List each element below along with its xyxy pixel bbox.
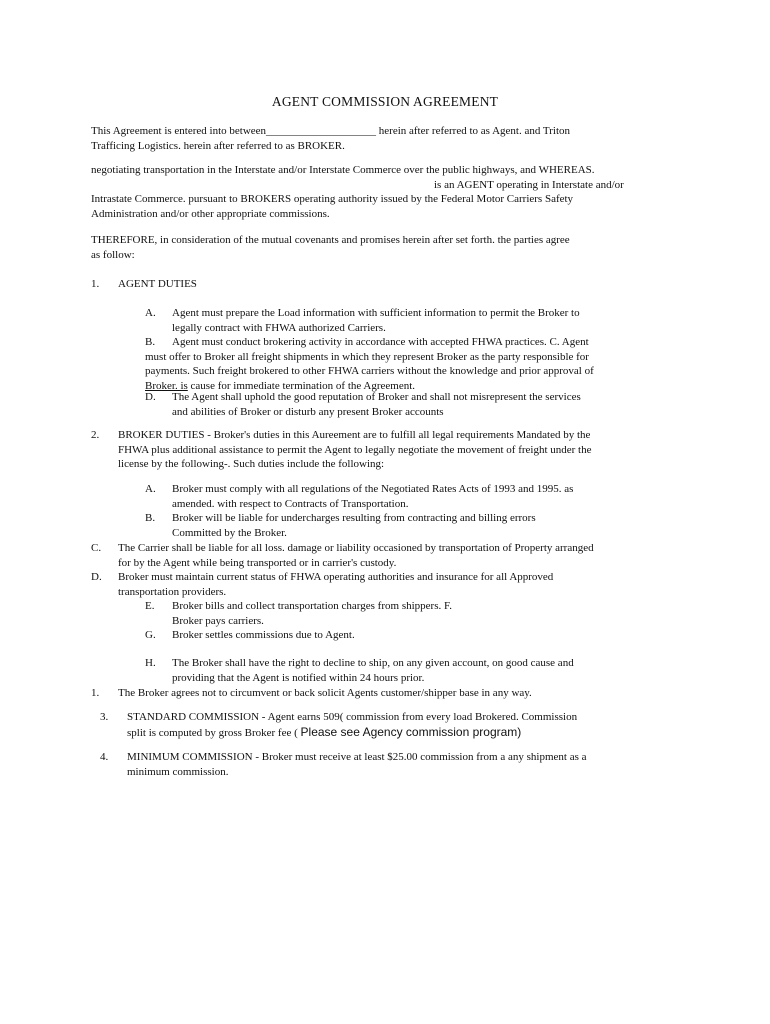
therefore-line: THEREFORE, in consideration of the mutual covenants and promises herein after set forth. the parties agree: [91, 234, 570, 246]
intro-line: Trafficing Logistics. herein after referred to as BROKER.: [91, 139, 345, 152]
therefore-line: as follow:: [91, 248, 135, 261]
standard-commission: [127, 710, 577, 739]
item-line: and abilities of Broker or disturb any present Broker accounts: [172, 405, 444, 418]
item-line: Agent must conduct brokering activity in accordance with accepted FHWA practices. C. Agent: [172, 336, 589, 348]
whereas-line: is an AGENT operating in Interstate and/or: [434, 178, 624, 191]
document-title: AGENT COMMISSION AGREEMENT: [271, 94, 499, 109]
therefore-paragraph: [91, 233, 570, 262]
broker-duty-d: [118, 570, 553, 599]
item-line: Broker will be liable for undercharges resulting from contracting and billing errors: [172, 512, 536, 524]
item-line: Committed by the Broker.: [172, 526, 287, 539]
item-label: B.: [145, 512, 156, 524]
section-line: minimum commission.: [127, 765, 229, 778]
section-number: 3.: [100, 711, 109, 723]
section-line: STANDARD COMMISSION - Agent earns 509( commission from every load Brokered. Commission: [127, 711, 578, 723]
item-line: for by the Agent while being transported or in carrier's custody.: [118, 556, 397, 569]
item-label: A.: [145, 307, 156, 319]
agent-duty-a: [172, 306, 580, 335]
item-label: E.: [145, 600, 155, 612]
item-line: legally contract with FHWA authorized Carriers.: [172, 321, 386, 334]
item-line: Broker must comply with all regulations of the Negotiated Rates Acts of 1993 and 1995. as: [172, 483, 574, 495]
broker-duty-g: [172, 628, 355, 643]
item-line: amended. with respect to Contracts of Transportation.: [172, 497, 409, 510]
item-line: Broker bills and collect transportation charges from shippers. F.: [172, 600, 452, 612]
item-line: Agent must prepare the Load information with sufficient information to permit the Broker to: [172, 307, 580, 319]
broker-duties-intro: [118, 428, 592, 472]
item-line: Broker must maintain current status of FHWA operating authorities and insurance for all Approved: [118, 571, 554, 583]
section-line: BROKER DUTIES - Broker's duties in this Aureement are to fulfill all legal requirements Mandated by the: [118, 429, 591, 441]
item-label: D.: [91, 571, 102, 583]
item-line: The Agent shall uphold the good reputation of Broker and shall not misrepresent the services: [172, 391, 581, 403]
whereas-paragraph: [91, 163, 624, 221]
item-line: transportation providers.: [118, 585, 227, 598]
broker-duty-non-circumvent: [118, 686, 532, 701]
item-line: The Broker shall have the right to decline to ship, on any given account, on good cause and: [172, 657, 574, 669]
agency-program-note: Please see Agency commission program): [300, 724, 522, 739]
section-number: 1.: [91, 278, 100, 290]
item-line: Broker pays carriers.: [172, 614, 264, 627]
item-label: C.: [91, 542, 102, 554]
broker-duty-a: [172, 482, 573, 511]
item-label: G.: [145, 629, 156, 641]
whereas-line: Administration and/or other appropriate commissions.: [91, 207, 330, 220]
item-line: providing that the Agent is notified within 24 hours prior.: [172, 671, 425, 684]
section-line: FHWA plus additional assistance to permit the Agent to legally negotiate the movement of freight under the: [118, 443, 592, 456]
section-number: 4.: [100, 751, 109, 763]
broker-duty-b: [172, 511, 536, 540]
underlined-text: Broker. is: [145, 379, 188, 392]
minimum-commission: [127, 750, 587, 779]
intro-line: This Agreement is entered into between____________________ herein after referred to as Agent. and Triton: [91, 125, 570, 137]
item-label: A.: [145, 483, 156, 495]
item-text: cause for immediate termination of the Agreement.: [187, 379, 416, 392]
item-label: D.: [145, 391, 156, 403]
broker-duty-e: [172, 599, 452, 628]
whereas-line: negotiating transportation in the Interstate and/or Interstate Commerce over the public highways, and WHEREAS.: [91, 164, 595, 176]
broker-duty-c: [118, 541, 594, 570]
item-line: Broker settles commissions due to Agent.: [172, 629, 355, 641]
agent-duty-d: [172, 390, 581, 419]
section-line: [127, 725, 577, 740]
item-line: must offer to Broker all freight shipments in which they represent Broker as the party responsible for: [145, 350, 589, 363]
whereas-line: Intrastate Commerce. pursuant to BROKERS operating authority issued by the Federal Motor Carriers Safety: [91, 193, 574, 205]
section-number: 2.: [91, 429, 100, 441]
item-line: payments. Such freight brokered to other FHWA carriers without the knowledge and prior approval of: [145, 365, 594, 377]
intro-paragraph: [91, 124, 570, 153]
item-label: B.: [145, 336, 156, 348]
item-line: The Broker agrees not to circumvent or back solicit Agents customer/shipper base in any way.: [118, 687, 532, 699]
section-text: split is computed by gross Broker fee (: [127, 726, 301, 739]
agent-duty-b: [145, 335, 594, 393]
broker-duty-h: [172, 656, 574, 685]
section-line: MINIMUM COMMISSION - Broker must receive at least $25.00 commission from a any shipment as a: [127, 751, 587, 763]
section-heading: AGENT DUTIES: [118, 278, 197, 290]
item-line: The Carrier shall be liable for all loss. damage or liability occasioned by transportation of Property arranged: [118, 542, 594, 554]
item-label: H.: [145, 657, 156, 669]
item-label: 1.: [91, 687, 100, 699]
section-line: license by the following-. Such duties include the following:: [118, 458, 385, 470]
